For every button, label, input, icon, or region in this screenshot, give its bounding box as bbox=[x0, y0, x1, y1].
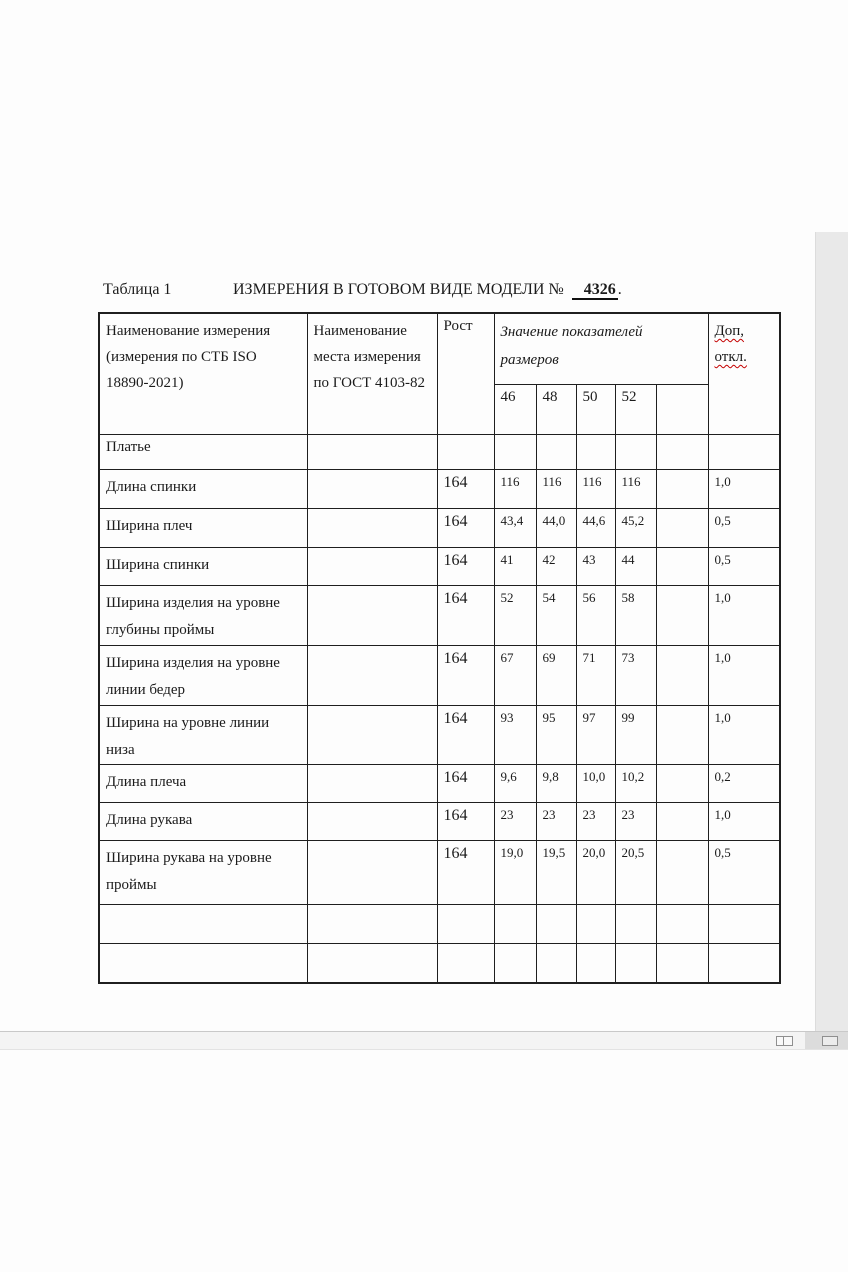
table-row bbox=[99, 548, 780, 586]
rost-cell bbox=[437, 905, 494, 944]
section-title: Платье bbox=[99, 435, 307, 470]
size-value: 58 bbox=[615, 586, 656, 646]
tolerance-cell: 1,0 bbox=[708, 470, 780, 509]
header-tolerance bbox=[708, 313, 780, 435]
rost-cell: 164 bbox=[437, 509, 494, 548]
size-value: 52 bbox=[494, 586, 536, 646]
header-row-main bbox=[99, 313, 780, 385]
size-value: 56 bbox=[576, 586, 615, 646]
size-value bbox=[536, 905, 576, 944]
table-caption-title bbox=[233, 281, 622, 299]
header-size-50: 50 bbox=[576, 385, 615, 435]
size-value: 23 bbox=[536, 803, 576, 841]
tolerance-cell: 0,2 bbox=[708, 765, 780, 803]
size-value: 116 bbox=[494, 470, 536, 509]
table-caption-label: Таблица 1 bbox=[103, 281, 172, 298]
size-value: 9,8 bbox=[536, 765, 576, 803]
measurement-name: Длина спинки bbox=[99, 470, 307, 509]
tolerance-cell: 1,0 bbox=[708, 706, 780, 765]
scrollbar-corner[interactable] bbox=[805, 1032, 848, 1049]
place-cell bbox=[307, 841, 437, 905]
size-value: 44,0 bbox=[536, 509, 576, 548]
caption-title-text: ИЗМЕРЕНИЯ В ГОТОВОМ ВИДЕ МОДЕЛИ № bbox=[233, 281, 564, 298]
measurement-name bbox=[99, 905, 307, 944]
tolerance-cell: 0,5 bbox=[708, 509, 780, 548]
size-value bbox=[656, 646, 708, 706]
rost-cell: 164 bbox=[437, 470, 494, 509]
tolerance-cell: 0,5 bbox=[708, 548, 780, 586]
header-size-46: 46 bbox=[494, 385, 536, 435]
scroll-corner-icon bbox=[822, 1036, 838, 1046]
table-row bbox=[99, 706, 780, 765]
size-value bbox=[576, 905, 615, 944]
size-value: 95 bbox=[536, 706, 576, 765]
size-value bbox=[656, 905, 708, 944]
size-value: 44,6 bbox=[576, 509, 615, 548]
place-cell bbox=[307, 905, 437, 944]
size-value: 73 bbox=[615, 646, 656, 706]
size-value: 41 bbox=[494, 548, 536, 586]
measurements-table bbox=[98, 312, 781, 984]
size-value: 116 bbox=[615, 470, 656, 509]
table-caption bbox=[103, 281, 803, 303]
model-number: 4326 bbox=[572, 281, 618, 300]
rost-cell: 164 bbox=[437, 803, 494, 841]
size-value: 69 bbox=[536, 646, 576, 706]
size-value bbox=[656, 765, 708, 803]
size-value: 19,0 bbox=[494, 841, 536, 905]
header-size-52: 52 bbox=[615, 385, 656, 435]
rost-cell: 164 bbox=[437, 765, 494, 803]
size-value: 23 bbox=[494, 803, 536, 841]
measurement-name: Ширина на уровне линии низа bbox=[99, 706, 307, 765]
size-value: 45,2 bbox=[615, 509, 656, 548]
tolerance-cell bbox=[708, 905, 780, 944]
size-value bbox=[656, 944, 708, 983]
size-value bbox=[656, 548, 708, 586]
rost-cell bbox=[437, 944, 494, 983]
header-tolerance-line1: Доп, bbox=[714, 323, 745, 339]
size-value: 71 bbox=[576, 646, 615, 706]
place-cell bbox=[307, 765, 437, 803]
book-view-icon[interactable] bbox=[776, 1036, 793, 1046]
size-value: 116 bbox=[536, 470, 576, 509]
rost-cell: 164 bbox=[437, 548, 494, 586]
size-value: 93 bbox=[494, 706, 536, 765]
size-value bbox=[656, 586, 708, 646]
size-value bbox=[656, 509, 708, 548]
place-cell bbox=[307, 548, 437, 586]
size-value: 54 bbox=[536, 586, 576, 646]
header-measurement-name: Наименование измерения (измерения по СТБ ISO 18890-2021) bbox=[99, 313, 307, 435]
rost-cell: 164 bbox=[437, 706, 494, 765]
rost-cell: 164 bbox=[437, 646, 494, 706]
measurement-name: Ширина изделия на уровне линии бедер bbox=[99, 646, 307, 706]
header-rost: Рост bbox=[437, 313, 494, 435]
tolerance-cell: 1,0 bbox=[708, 586, 780, 646]
header-size-values-group: Значение показателей размеров bbox=[494, 313, 708, 385]
header-tolerance-line2: откл. bbox=[714, 349, 747, 365]
size-value: 43,4 bbox=[494, 509, 536, 548]
place-cell bbox=[307, 586, 437, 646]
size-value bbox=[494, 944, 536, 983]
size-value: 20,5 bbox=[615, 841, 656, 905]
table-row bbox=[99, 509, 780, 548]
vertical-scrollbar-track[interactable] bbox=[815, 232, 848, 1031]
size-value bbox=[615, 435, 656, 470]
header-measurement-place: Наименование места измерения по ГОСТ 4103-82 bbox=[307, 313, 437, 435]
place-cell bbox=[307, 803, 437, 841]
table-row bbox=[99, 765, 780, 803]
measurement-name bbox=[99, 944, 307, 983]
table-row bbox=[99, 803, 780, 841]
table-row bbox=[99, 841, 780, 905]
size-value: 42 bbox=[536, 548, 576, 586]
tolerance-cell: 1,0 bbox=[708, 803, 780, 841]
size-value bbox=[656, 706, 708, 765]
rost-cell: 164 bbox=[437, 841, 494, 905]
tolerance-cell: 0,5 bbox=[708, 841, 780, 905]
place-cell bbox=[307, 470, 437, 509]
size-value: 67 bbox=[494, 646, 536, 706]
section-row bbox=[99, 435, 780, 470]
size-value bbox=[536, 944, 576, 983]
size-value bbox=[656, 435, 708, 470]
size-value: 99 bbox=[615, 706, 656, 765]
table-row bbox=[99, 905, 780, 944]
size-value: 43 bbox=[576, 548, 615, 586]
size-value: 9,6 bbox=[494, 765, 536, 803]
size-value: 23 bbox=[615, 803, 656, 841]
rost-cell: 164 bbox=[437, 586, 494, 646]
size-value bbox=[494, 905, 536, 944]
size-value: 116 bbox=[576, 470, 615, 509]
size-value: 44 bbox=[615, 548, 656, 586]
caption-period: . bbox=[617, 281, 622, 298]
size-value bbox=[656, 803, 708, 841]
measurement-name: Длина плеча bbox=[99, 765, 307, 803]
size-value: 10,2 bbox=[615, 765, 656, 803]
tolerance-cell bbox=[708, 435, 780, 470]
measurement-name: Ширина рукава на уровне проймы bbox=[99, 841, 307, 905]
rost-cell bbox=[437, 435, 494, 470]
size-value bbox=[656, 841, 708, 905]
size-value bbox=[576, 435, 615, 470]
size-value bbox=[536, 435, 576, 470]
measurement-name: Ширина плеч bbox=[99, 509, 307, 548]
horizontal-scrollbar-track[interactable] bbox=[0, 1031, 848, 1050]
place-cell bbox=[307, 509, 437, 548]
place-cell bbox=[307, 706, 437, 765]
size-value bbox=[615, 905, 656, 944]
place-cell bbox=[307, 944, 437, 983]
tolerance-cell: 1,0 bbox=[708, 646, 780, 706]
size-value bbox=[656, 470, 708, 509]
header-size-blank bbox=[656, 385, 708, 435]
header-size-48: 48 bbox=[536, 385, 576, 435]
measurement-name: Длина рукава bbox=[99, 803, 307, 841]
size-value bbox=[576, 944, 615, 983]
place-cell bbox=[307, 435, 437, 470]
measurement-name: Ширина спинки bbox=[99, 548, 307, 586]
table-row bbox=[99, 646, 780, 706]
size-value bbox=[615, 944, 656, 983]
measurement-name: Ширина изделия на уровне глубины проймы bbox=[99, 586, 307, 646]
size-value: 10,0 bbox=[576, 765, 615, 803]
size-value: 23 bbox=[576, 803, 615, 841]
table-row bbox=[99, 586, 780, 646]
size-value: 97 bbox=[576, 706, 615, 765]
size-value: 19,5 bbox=[536, 841, 576, 905]
place-cell bbox=[307, 646, 437, 706]
table-row bbox=[99, 944, 780, 983]
size-value bbox=[494, 435, 536, 470]
tolerance-cell bbox=[708, 944, 780, 983]
table-row bbox=[99, 470, 780, 509]
size-value: 20,0 bbox=[576, 841, 615, 905]
